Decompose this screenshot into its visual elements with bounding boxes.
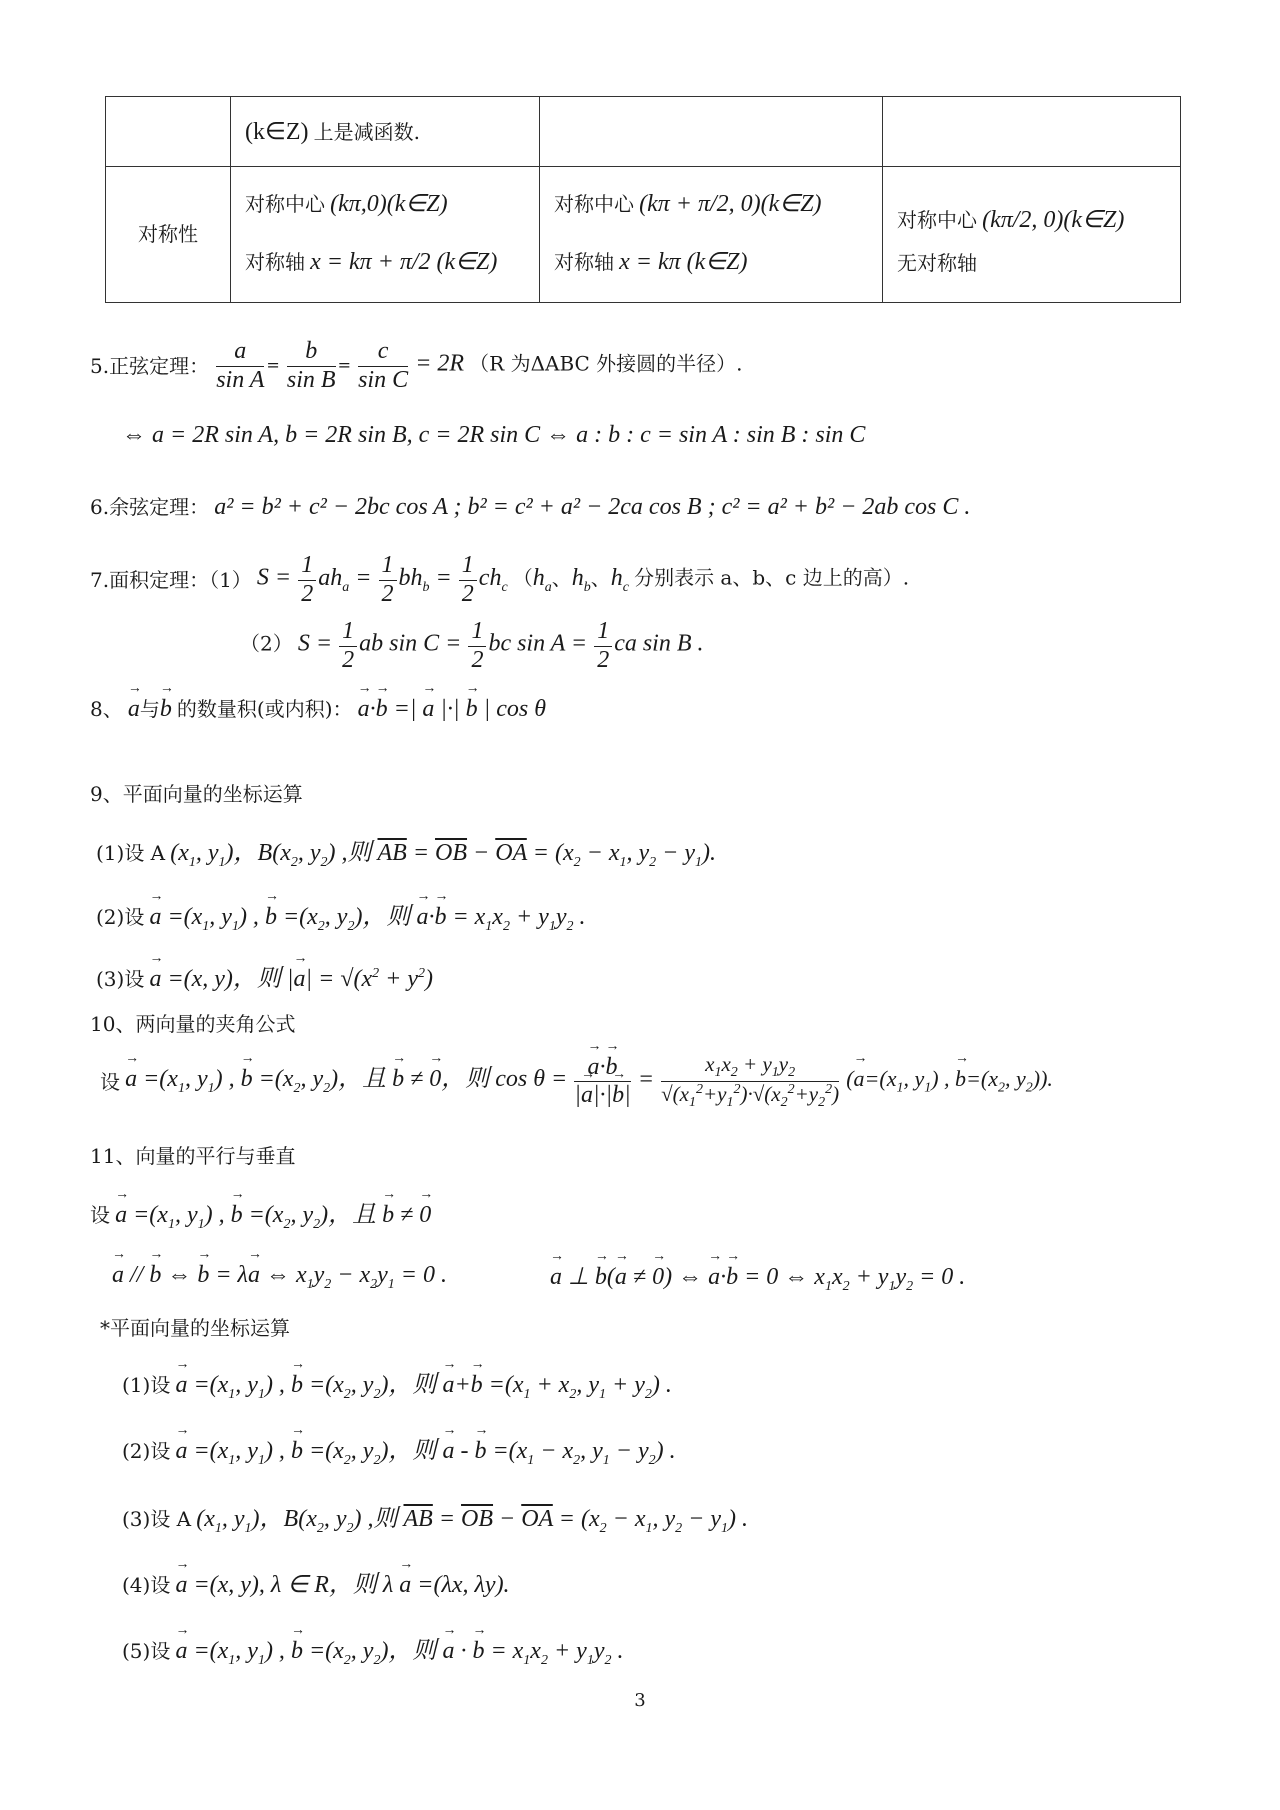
label: (1)设 A: [96, 841, 166, 865]
cell-text: 上是减函数.: [313, 120, 421, 144]
page-number: 3: [634, 1690, 646, 1711]
axis-label: 对称轴: [245, 250, 305, 274]
section-title: 7.面积定理：（1）: [90, 568, 252, 593]
parallel-condition: → a // → b ⇔ → b = λ→ a ⇔ $x_1y_2 - x_2y_1 = 0$ .: [112, 1262, 447, 1293]
section-note: （R 为ΔABC 外接圆的半径）.: [469, 351, 743, 376]
label: (3)设 A: [122, 1507, 192, 1531]
label: 设: [100, 1069, 120, 1094]
table-cell: [883, 167, 1181, 303]
table-cell: [540, 167, 883, 303]
row-label: 对称性: [138, 222, 198, 246]
label: (2)设: [96, 905, 145, 929]
center-label: 对称中心: [897, 208, 977, 232]
math-text: (k∈Z): [245, 119, 309, 145]
angle-formula: 设 → $a =(x_1$, $y_1$) , → $b =(x_2$, $y_2$)，且 → b ≠ → 0，则 cos θ = → $\frac{a\cdot\to b}{|\to a|\cdot|\to b|}$ = $\frac{x_1x_2 + y_1y_2}{√(x_1^2+y_1^2)\cdot√(x_2^2+y_2^2)}$ (→ $a=(x_1$, $y_1$) , → $b=(x_2$, $y_2$)).: [100, 1052, 1053, 1112]
section-title: 5.正弦定理：: [90, 354, 210, 379]
star-op-4: (4)设 → a =(x, y), λ ∈ R，则 λ → a =(λx, λy).: [122, 1564, 510, 1599]
label: (1)设: [122, 1373, 171, 1397]
section-title: 10、两向量的夹角公式: [90, 1012, 296, 1036]
label: (5)设: [122, 1639, 171, 1663]
table-row: [106, 97, 1181, 167]
star-op-2: (2)设 → $a =(x_1$, $y_1$) , → $b =(x_2$, $y_2$)，则 → a - → $b =(x_1 - x_2$, $y_1 - y_2$) .: [122, 1430, 676, 1469]
center-math: (kπ,0)(k∈Z): [330, 191, 448, 217]
axis-math: x = kπ + π/2 (k∈Z): [310, 249, 498, 275]
area-theorem-2: （2） S = $\frac{1}{2}$ ab sin C = $\frac{1}{2}$ bc sin A = $\frac{1}{2}$ ca sin B .: [240, 618, 704, 673]
label: （2）: [240, 631, 293, 656]
center-label: 对称中心: [554, 192, 634, 216]
star-op-1: (1)设 → $a =(x_1$, $y_1$) , → $b =(x_2$, $y_2$)，则 → $a+\to b =(x_1 + x_2$, $y_1 + y_2$) .: [122, 1364, 672, 1403]
coord-op-1: (1)设 A ($x_1$, $y_1$)，$B(x_2$, $y_2$) ,则 $\overline{AB} = \overline{OB} - \overline{OA} = (x_2 - x_1$, $y_2 - y_1$).: [96, 840, 717, 870]
star-op-3: (3)设 A ($x_1$, $y_1$)，$B(x_2$, $y_2$) ,则 $\overline{AB} = \overline{OB} - \overline{OA} = (x_2 - x_1$, $y_2 - y_1$) .: [122, 1506, 749, 1536]
center-math: (kπ + π/2, 0)(k∈Z): [639, 191, 822, 217]
coord-op-2: (2)设 → $a =(x_1$, $y_1$) , → $b =(x_2$, $y_2$)，则 → $a\cdot\to b = x_1x_2 + y_1y_2$ .: [96, 896, 585, 935]
table-cell: [106, 97, 231, 167]
properties-table: [105, 96, 1181, 303]
axis-label: 无对称轴: [897, 251, 977, 275]
star-op-5: (5)设 → $a =(x_1$, $y_1$) , → $b =(x_2$, $y_2$)，则 → a · → $b = x_1x_2 + y_1y_2$ .: [122, 1630, 623, 1669]
label: (3)设: [96, 967, 145, 991]
sine-rule-equivalence: ⇔ a = 2R sin A, b = 2R sin B, c = 2R sin C ⇔ a : b : c = sin A : sin B : sin C: [122, 422, 866, 448]
label: 设: [90, 1203, 110, 1227]
dot-product: 8、 → a与→ b 的数量积(或内积)： → a·→ b =| → a |·| → b | cos θ: [90, 696, 546, 723]
table-cell: [231, 167, 540, 303]
table-cell: [883, 97, 1181, 167]
section-title: *平面向量的坐标运算: [100, 1316, 290, 1340]
center-math: (kπ/2, 0)(k∈Z): [982, 207, 1125, 233]
section-title: 11、向量的平行与垂直: [90, 1144, 296, 1168]
section-note: 分别表示 a、b、c 边上的高）.: [634, 565, 910, 590]
perpendicular-condition: → a ⊥ → b(→ a ≠ → 0) ⇔ → a·→ b = 0 ⇔ $x_1x_2 + y_1y_2 = 0$ .: [550, 1262, 965, 1295]
section-title: 8、: [90, 697, 123, 721]
table-row: [106, 167, 1181, 303]
label: (4)设: [122, 1573, 171, 1597]
area-theorem: 7.面积定理：（1） S = $\frac{1}{2}$ $ah_a$ = $\frac{1}{2}$ $bh_b$ = $\frac{1}{2}$ $ch_c$ （$h_a$、$h_b$、$h_c$ 分别表示 a、b、c 边上的高）.: [90, 552, 910, 607]
axis-label: 对称轴: [554, 250, 614, 274]
label: (2)设: [122, 1439, 171, 1463]
section-text: 的数量积(或内积)：: [176, 697, 353, 721]
coord-op-3: (3)设 → a =(x, y)，则 |→ $a| = √(x^2 + y^2)$: [96, 958, 433, 993]
sine-rule: 5.正弦定理： $\frac{a}{\text{sin A}}$ = $\frac{b}{\text{sin B}}$ = $\frac{c}{\text{sin C}}$ = 2R （R 为ΔABC 外接圆的半径）.: [90, 338, 743, 393]
center-label: 对称中心: [245, 192, 325, 216]
cosine-rule: [90, 494, 970, 521]
section-title: 6.余弦定理：: [90, 495, 210, 519]
axis-math: x = kπ (k∈Z): [619, 249, 748, 275]
table-cell: [106, 167, 231, 303]
formula: a² = b² + c² − 2bc cos A ; b² = c² + a² − 2ca cos B ; c² = a² + b² − 2ab cos C .: [214, 494, 971, 520]
parallel-given: 设 → $a =(x_1$, $y_1$) , → $b =(x_2$, $y_2$)，且 → b ≠ → 0: [90, 1194, 431, 1233]
table-cell: [540, 97, 883, 167]
table-cell: [231, 97, 540, 167]
section-title: 9、平面向量的坐标运算: [90, 782, 303, 806]
